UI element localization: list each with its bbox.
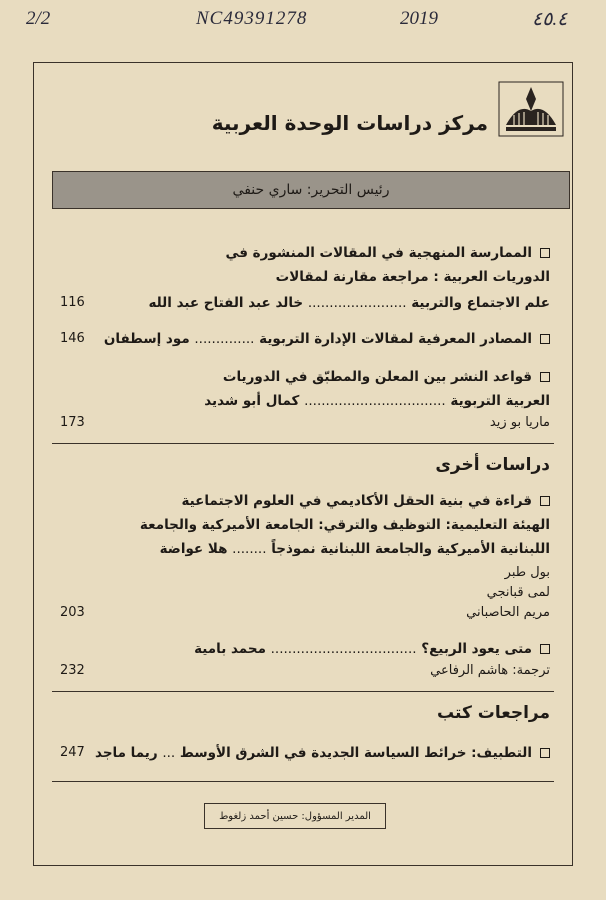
editor-in-chief: رئيس التحرير: ساري حنفي [232,182,390,198]
checkbox-icon [540,496,550,506]
checkbox-icon [540,334,550,344]
section-title-book-reviews: مراجعات كتب [437,703,550,723]
checkbox-icon [540,748,550,758]
handwritten-number-left: 2/2 [26,8,51,29]
checkbox-icon [540,372,550,382]
review-1-title: التطبيف: خرائط السياسة الجديدة في الشرق الأوسط ... ريما ماجد [95,745,550,761]
responsible-director: المدير المسؤول: حسين أحمد زلغوط [204,803,386,829]
article-2-page: 146 [60,331,85,346]
study-1-page: 203 [60,605,85,620]
checkbox-icon [540,248,550,258]
article-1-title-line-3: علم الاجتماع والتربية ....................... خالد عبد الفتاح عبد الله [148,295,550,311]
study-1-title-line-3: اللبنانية الأميركية والجامعة اللبنانية نموذجاً ........ هلا عواضة [159,541,550,557]
article-3-title-line-2: العربية التربوية ................................. كمال أبو شديد [204,393,550,409]
handwritten-year: 2019 [400,8,438,29]
handwritten-catalog-number: NC49391278 [196,8,308,29]
article-3-title-line-1: قواعد النشر بين المعلن والمطبّق في الدوريات [223,369,550,385]
handwritten-annotations [0,4,606,38]
article-3-page: 173 [60,415,85,430]
review-1-page: 247 [60,745,85,760]
study-1-author-4: مريم الحاصباني [466,605,550,620]
checkbox-icon [540,644,550,654]
study-1-author-3: لمى قبانجي [486,585,550,600]
divider [52,443,554,444]
study-1-author-2: بول طبر [504,565,550,580]
study-2-title: متى يعود الربيع؟ .................................. محمد بامية [194,641,550,657]
study-2-page: 232 [60,663,85,678]
center-logo-icon [498,81,564,137]
handwritten-number-right: ٤٥.٤ [532,9,568,30]
study-1-title-line-2: الهيئة التعليمية: التوظيف والترقي: الجامعة الأميركية والجامعة [139,517,550,533]
contents-page-frame [33,62,573,866]
study-1-title-line-1: قراءة في بنية الحقل الأكاديمي في العلوم الاجتماعية [181,493,550,509]
article-1-page: 116 [60,295,85,310]
divider [52,691,554,692]
divider [52,781,554,782]
article-1-title-line-2: الدوريات العربية : مراجعة مقارنة لمقالات [275,269,550,285]
section-title-other-studies: دراسات أخرى [435,455,550,475]
header [34,77,572,151]
center-name: مركز دراسات الوحدة العربية [211,111,488,135]
article-1-title-line-1: الممارسة المنهجية في المقالات المنشورة في [225,245,550,261]
study-2-translator: ترجمة: هاشم الرفاعي [430,663,550,678]
article-2-title: المصادر المعرفية لمقالات الإدارة التربوية .............. مود إسطفان [104,331,550,347]
editor-bar [52,171,570,209]
article-3-author-2: ماريا بو زيد [489,415,550,430]
